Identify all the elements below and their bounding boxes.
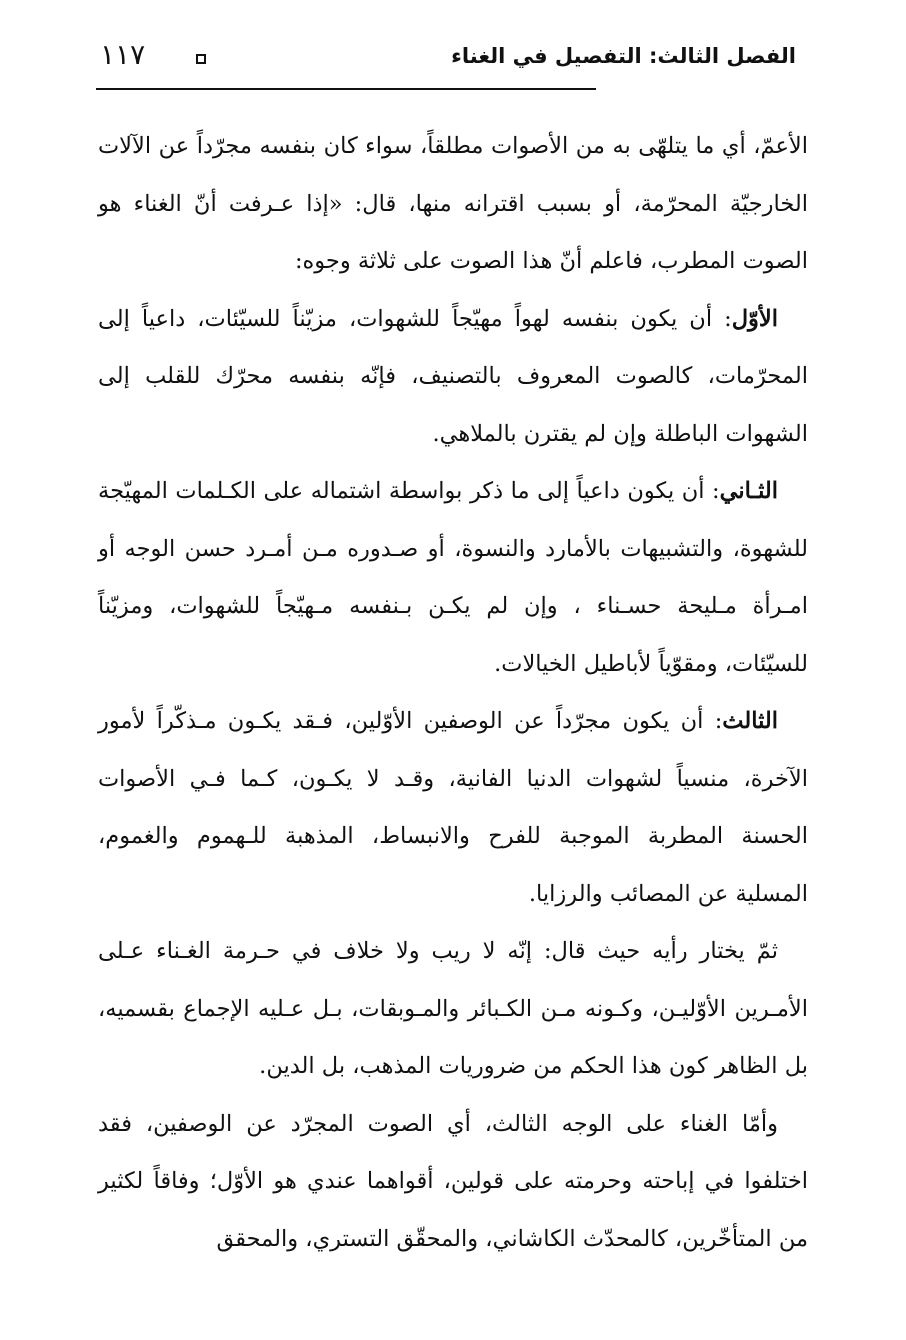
- paragraph-text: ثمّ يختار رأيه حيث قال: إنّه لا ريب ولا خلاف في حـرمة الغـناء عـلى الأمـرين الأوّليـن، وكـونه مـن الكـبائر والمـوبقات، بـل عـليه الإجماع بقسميه، بل الظاهر كون هذا الحكم من ضروريات المذهب، بل الدين.: [98, 938, 808, 1079]
- paragraph-text: : أن يكون مجرّداً عن الوصفين الأوّلين، فـقد يكـون مـذكّراً لأمور الآخرة، منسياً لشهوات الدنيا الفانية، وقـد لا يكـون، كـما فـي الأصوات الحسنة المطربة الموجبة للفرح والانبساط، المذهبة للـهموم والغموم، المسلية عن المصائب والرزايا.: [98, 708, 808, 907]
- header-divider: [96, 88, 596, 90]
- paragraph-first-aspect: [98, 291, 808, 464]
- paragraph-term: الثـاني: [719, 478, 778, 504]
- page-header: [96, 38, 808, 78]
- paragraph-term: الثالث: [722, 708, 778, 734]
- paragraph-text: الأعمّ، أي ما يتلهّى به من الأصوات مطلقاً، سواء كان بنفسه مجرّداً عن الآلات الخارجيّة المحرّمة، أو بسبب اقترانه منها، قال: «إذا عـرفت أنّ الغناء هو الصوت المطرب، فاعلم أنّ هذا الصوت على ثلاثة وجوه:: [98, 133, 808, 274]
- paragraph-second-aspect: [98, 463, 808, 693]
- chapter-title: الفصل الثالث: التفصيل في الغناء: [451, 44, 796, 68]
- paragraph-text: وأمّا الغناء على الوجه الثالث، أي الصوت المجرّد عن الوصفين، فقد اختلفوا في إباحته وحرمته على قولين، أقواهما عندي هو الأوّل؛ وفاقاً لكثير من المتأخّرين، كالمحدّث الكاشاني، والمحقّق التستري، والمحقق: [98, 1110, 808, 1252]
- paragraph-third-aspect: [98, 693, 808, 923]
- paragraph-text: : أن يكون بنفسه لهواً مهيّجاً للشهوات، مزيّناً للسيّئات، داعياً إلى المحرّمات، كالصوت المعروف بالتصنيف، فإنّه بنفسه محرّك للقلب إلى الشهوات الباطلة وإن لم يقترن بالملاهي.: [98, 305, 808, 447]
- paragraph-term: الأوّل: [731, 305, 778, 332]
- paragraph-third-ruling: [98, 1096, 808, 1269]
- paragraph-continuation: [98, 118, 808, 291]
- page-number: ١١٧: [100, 38, 146, 71]
- paragraph-text: : أن يكون داعياً إلى ما ذكر بواسطة اشتماله على الكـلمات المهيّجة للشهوة، والتشبيهات بالأمارد والنسوة، أو صـدوره مـن أمـرد حسن الوجه أو امـرأة مـليحة حسـناء ، وإن لم يكـن بـنفسه مـهيّجاً للشهوات، ومزيّناً للسيّئات، ومقوّياً لأباطيل الخيالات.: [98, 478, 808, 677]
- square-ornament-icon: [196, 54, 206, 64]
- body-text: [98, 118, 808, 1268]
- paragraph-ruling: [98, 923, 808, 1096]
